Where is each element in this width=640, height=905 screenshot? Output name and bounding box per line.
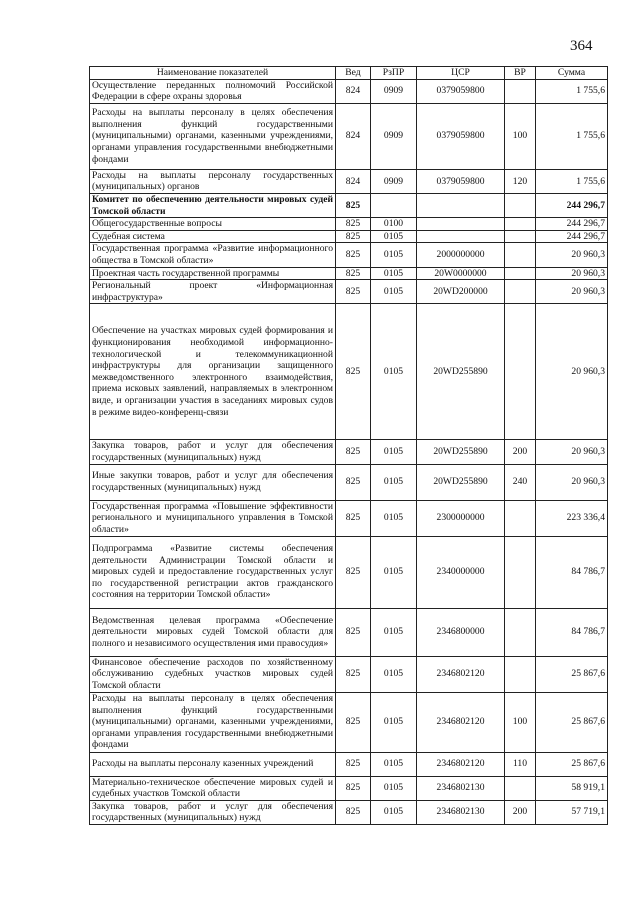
cell-sum: 20 960,3: [536, 304, 608, 440]
table-row: [90, 103, 608, 169]
cell-name: Государственная программа «Развитие информационного общества в Томской области»: [90, 243, 336, 267]
cell-name: Материально-техническое обеспечение мировых судей и судебных участков Томской области: [90, 776, 336, 800]
cell-name: Закупка товаров, работ и услуг для обеспечения государственных (муниципальных) нужд: [90, 800, 336, 824]
header-csr: ЦСР: [417, 67, 505, 80]
table-row: [90, 500, 608, 536]
cell-sum: 1 755,6: [536, 79, 608, 103]
cell-vr: [505, 218, 536, 231]
cell-ved: 825: [336, 440, 371, 464]
cell-rzpr: 0909: [371, 79, 417, 103]
cell-ved: 825: [336, 230, 371, 243]
cell-rzpr: 0105: [371, 243, 417, 267]
table-row: [90, 193, 608, 217]
cell-csr: 2346802120: [417, 656, 505, 692]
cell-sum: 223 336,4: [536, 500, 608, 536]
cell-name: Иные закупки товаров, работ и услуг для обеспечения государственных (муниципальных) нужд: [90, 464, 336, 500]
cell-sum: 25 867,6: [536, 752, 608, 776]
table-row: [90, 280, 608, 304]
cell-ved: 824: [336, 169, 371, 193]
cell-ved: 825: [336, 752, 371, 776]
table-row: [90, 656, 608, 692]
cell-vr: 100: [505, 103, 536, 169]
cell-vr: [505, 79, 536, 103]
cell-csr: 0379059800: [417, 79, 505, 103]
cell-name: Региональный проект «Информационная инфраструктура»: [90, 280, 336, 304]
cell-name: Проектная часть государственной программы: [90, 267, 336, 280]
cell-name: Расходы на выплаты персоналу в целях обеспечения выполнения функций государственными (муниципальными) органами, казенными учреждениями, органами управления государственными внебюджетными фондами: [90, 103, 336, 169]
cell-ved: 824: [336, 79, 371, 103]
cell-rzpr: 0100: [371, 218, 417, 231]
cell-csr: 2340000000: [417, 536, 505, 608]
cell-vr: [505, 656, 536, 692]
cell-vr: [505, 776, 536, 800]
cell-rzpr: 0909: [371, 169, 417, 193]
cell-csr: 2346802120: [417, 692, 505, 752]
cell-rzpr: 0105: [371, 752, 417, 776]
cell-sum: 20 960,3: [536, 440, 608, 464]
cell-rzpr: 0105: [371, 656, 417, 692]
cell-csr: 0379059800: [417, 169, 505, 193]
budget-table: [89, 66, 608, 825]
cell-csr: 20W0000000: [417, 267, 505, 280]
cell-name: Обеспечение на участках мировых судей формирования и функционирования необходимой информационно-технологической и телекоммуникационной инфраструктуры для организации защищенного межведомственного электронного взаимодействия, приема исковых заявлений, направляемых в электронном виде, и организации участия в заседаниях мировых судов в режиме видео-конференц-связи: [90, 304, 336, 440]
cell-vr: [505, 304, 536, 440]
cell-rzpr: 0105: [371, 692, 417, 752]
cell-csr: 2346802130: [417, 800, 505, 824]
cell-rzpr: 0105: [371, 776, 417, 800]
cell-sum: 25 867,6: [536, 656, 608, 692]
header-name: Наименование показателей: [90, 67, 336, 80]
cell-sum: 244 296,7: [536, 230, 608, 243]
table-row: [90, 692, 608, 752]
cell-name: Расходы на выплаты персоналу казенных учреждений: [90, 752, 336, 776]
cell-csr: 2000000000: [417, 243, 505, 267]
cell-rzpr: 0105: [371, 536, 417, 608]
cell-rzpr: 0105: [371, 230, 417, 243]
cell-csr: 2346800000: [417, 608, 505, 656]
cell-vr: [505, 500, 536, 536]
cell-csr: 20WD255890: [417, 464, 505, 500]
header-vr: ВР: [505, 67, 536, 80]
cell-name: Ведомственная целевая программа «Обеспечение деятельности мировых судей Томской области для полного и независимого осуществления ими правосудия»: [90, 608, 336, 656]
cell-sum: 1 755,6: [536, 103, 608, 169]
cell-rzpr: 0105: [371, 500, 417, 536]
table-row: [90, 79, 608, 103]
cell-ved: 825: [336, 464, 371, 500]
cell-vr: [505, 243, 536, 267]
cell-csr: [417, 230, 505, 243]
cell-sum: 20 960,3: [536, 280, 608, 304]
cell-csr: 2346802120: [417, 752, 505, 776]
cell-rzpr: 0105: [371, 440, 417, 464]
cell-rzpr: 0105: [371, 280, 417, 304]
cell-sum: 20 960,3: [536, 464, 608, 500]
cell-ved: 825: [336, 776, 371, 800]
cell-csr: 2300000000: [417, 500, 505, 536]
cell-csr: 2346802130: [417, 776, 505, 800]
cell-ved: 825: [336, 692, 371, 752]
header-sum: Сумма: [536, 67, 608, 80]
table-row: [90, 608, 608, 656]
table-row: [90, 267, 608, 280]
cell-ved: 825: [336, 267, 371, 280]
cell-rzpr: [371, 193, 417, 217]
cell-name: Расходы на выплаты персоналу в целях обеспечения выполнения функций государственными (муниципальными) органами, казенными учреждениями, органами управления государственными внебюджетными фондами: [90, 692, 336, 752]
cell-sum: 25 867,6: [536, 692, 608, 752]
cell-sum: 20 960,3: [536, 243, 608, 267]
cell-rzpr: 0105: [371, 267, 417, 280]
table-row: [90, 218, 608, 231]
cell-vr: 240: [505, 464, 536, 500]
cell-rzpr: 0105: [371, 608, 417, 656]
cell-name: Осуществление переданных полномочий Российской Федерации в сфере охраны здоровья: [90, 79, 336, 103]
cell-sum: 1 755,6: [536, 169, 608, 193]
table-row: [90, 440, 608, 464]
table-row: [90, 752, 608, 776]
cell-csr: [417, 193, 505, 217]
cell-vr: [505, 230, 536, 243]
cell-vr: 100: [505, 692, 536, 752]
cell-name: Государственная программа «Повышение эффективности регионального и муниципального управления в Томской области»: [90, 500, 336, 536]
cell-sum: 84 786,7: [536, 608, 608, 656]
cell-vr: [505, 267, 536, 280]
cell-sum: 20 960,3: [536, 267, 608, 280]
cell-ved: 824: [336, 103, 371, 169]
cell-ved: 825: [336, 608, 371, 656]
cell-ved: 825: [336, 800, 371, 824]
table-row: [90, 304, 608, 440]
table-row: [90, 536, 608, 608]
cell-vr: [505, 193, 536, 217]
cell-sum: 244 296,7: [536, 193, 608, 217]
table-row: [90, 243, 608, 267]
cell-name: Финансовое обеспечение расходов по хозяйственному обслуживанию судебных участков мировых судей Томской области: [90, 656, 336, 692]
cell-name: Подпрограмма «Развитие системы обеспечения деятельности Администрации Томской области и мировых судей и предоставление государственных услуг по государственной регистрации актов гражданского состояния на территории Томской области»: [90, 536, 336, 608]
cell-ved: 825: [336, 656, 371, 692]
table-row: [90, 230, 608, 243]
cell-vr: [505, 608, 536, 656]
table-row: [90, 169, 608, 193]
cell-vr: 110: [505, 752, 536, 776]
cell-name: Комитет по обеспечению деятельности мировых судей Томской области: [90, 193, 336, 217]
cell-ved: 825: [336, 193, 371, 217]
table-row: [90, 464, 608, 500]
cell-csr: [417, 218, 505, 231]
cell-name: Судебная система: [90, 230, 336, 243]
cell-ved: 825: [336, 536, 371, 608]
cell-vr: [505, 280, 536, 304]
header-rzpr: РзПР: [371, 67, 417, 80]
cell-name: Расходы на выплаты персоналу государственных (муниципальных) органов: [90, 169, 336, 193]
cell-sum: 84 786,7: [536, 536, 608, 608]
header-ved: Вед: [336, 67, 371, 80]
cell-csr: 20WD255890: [417, 440, 505, 464]
cell-sum: 244 296,7: [536, 218, 608, 231]
cell-sum: 58 919,1: [536, 776, 608, 800]
cell-rzpr: 0105: [371, 800, 417, 824]
table-header-row: [90, 67, 608, 80]
table-row: [90, 776, 608, 800]
cell-vr: 200: [505, 440, 536, 464]
cell-ved: 825: [336, 500, 371, 536]
cell-rzpr: 0105: [371, 304, 417, 440]
table-row: [90, 800, 608, 824]
cell-vr: 120: [505, 169, 536, 193]
cell-csr: 20WD255890: [417, 304, 505, 440]
cell-ved: 825: [336, 280, 371, 304]
cell-ved: 825: [336, 218, 371, 231]
cell-csr: 0379059800: [417, 103, 505, 169]
cell-vr: [505, 536, 536, 608]
page-number: 364: [570, 38, 593, 54]
cell-rzpr: 0105: [371, 464, 417, 500]
cell-rzpr: 0909: [371, 103, 417, 169]
cell-name: Закупка товаров, работ и услуг для обеспечения государственных (муниципальных) нужд: [90, 440, 336, 464]
cell-name: Общегосударственные вопросы: [90, 218, 336, 231]
cell-ved: 825: [336, 243, 371, 267]
cell-vr: 200: [505, 800, 536, 824]
cell-ved: 825: [336, 304, 371, 440]
cell-sum: 57 719,1: [536, 800, 608, 824]
cell-csr: 20WD200000: [417, 280, 505, 304]
